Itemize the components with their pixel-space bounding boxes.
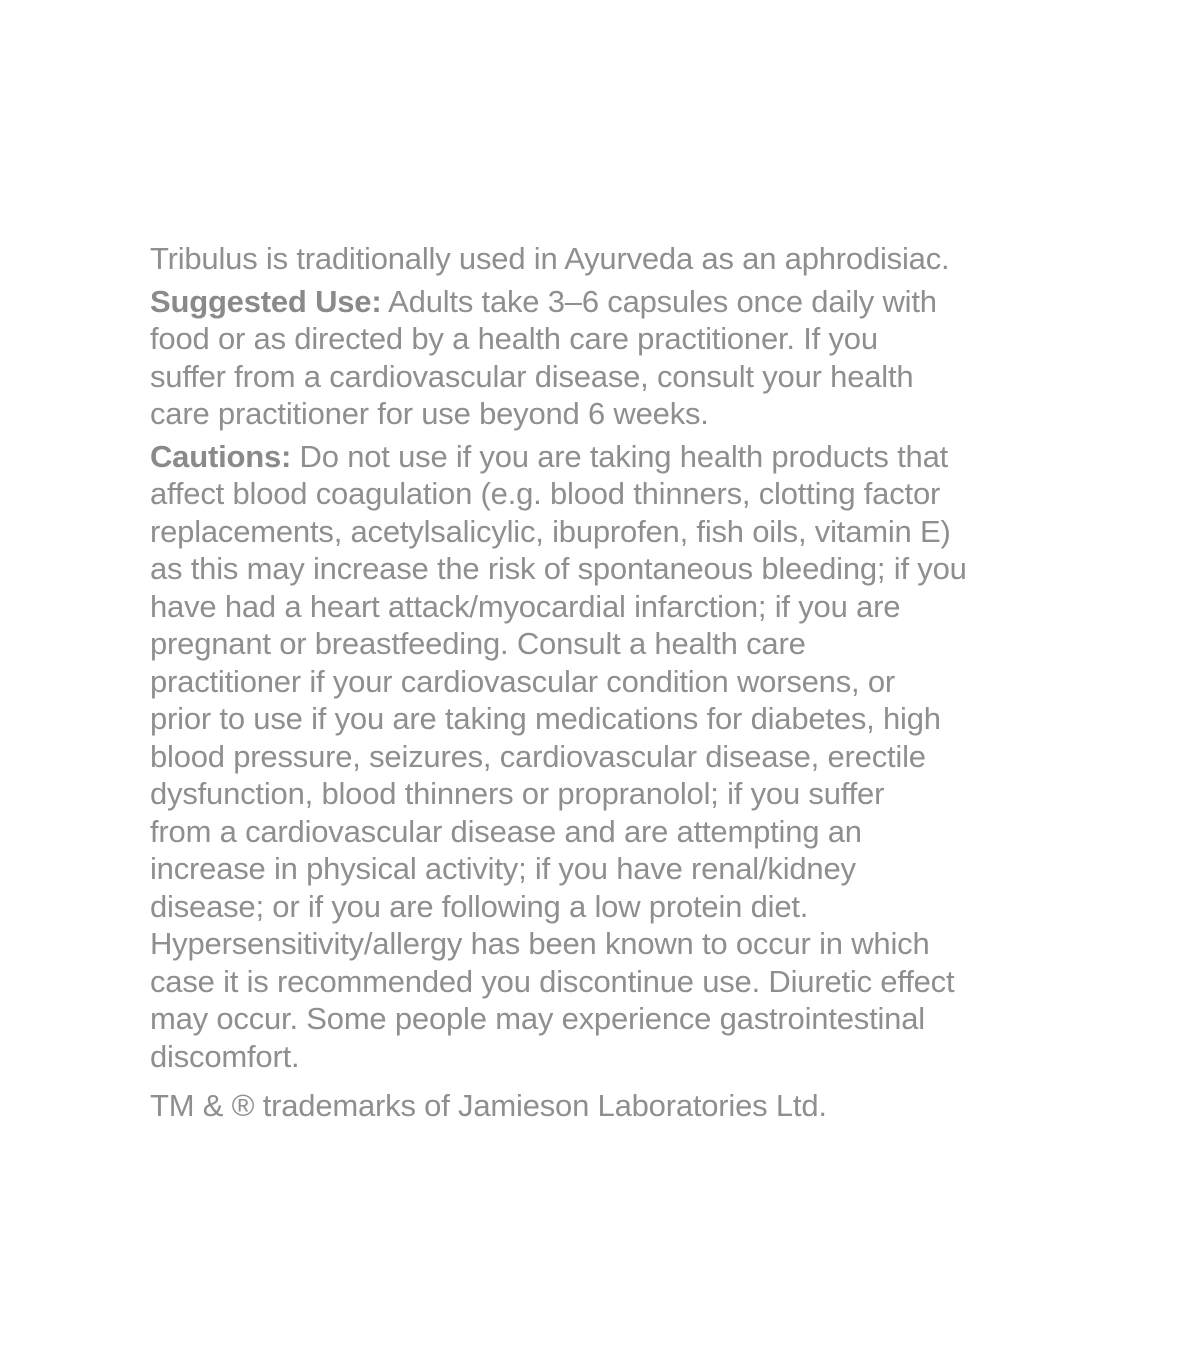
intro-text: Tribulus is traditionally used in Ayurveda as an aphrodisiac. (150, 241, 950, 276)
suggested-use-paragraph (150, 283, 1050, 433)
cautions-paragraph (150, 438, 1050, 1076)
product-label-text (150, 240, 1050, 1125)
cautions-text: Do not use if you are taking health products that affect blood coagulation (e.g. blood thinners, clotting factor replacements, acetylsalicylic, ibuprofen, fish oils, vitamin E) as this may increase the risk of spontaneous bleeding; if you have had a heart attack/myocardial infarction; if you are pregnant or breastfeeding. Consult a health care practitioner if your cardiovascular condition worsens, or prior to use if you are taking medications for diabetes, high blood pressure, seizures, cardiovascular disease, erectile dysfunction, blood thinners or propranolol; if you suffer from a cardiovascular disease and are attempting an increase in physical activity; if you have renal/kidney disease; or if you are following a low protein diet. Hypersensitivity/allergy has been known to occur in which case it is recommended you discontinue use. Diuretic effect may occur. Some people may experience gastrointestinal discomfort. (150, 438, 967, 1074)
suggested-use-heading: Suggested Use: (150, 283, 382, 319)
suggested-use-text: Adults take 3–6 capsules once daily with food or as directed by a health care practitioner. If you suffer from a cardiovascular disease, consult your health care practitioner for use beyond 6 weeks. (150, 283, 937, 431)
cautions-heading: Cautions: (150, 438, 292, 474)
trademark-notice: TM & ® trademarks of Jamieson Laboratories Ltd. (150, 1088, 827, 1123)
